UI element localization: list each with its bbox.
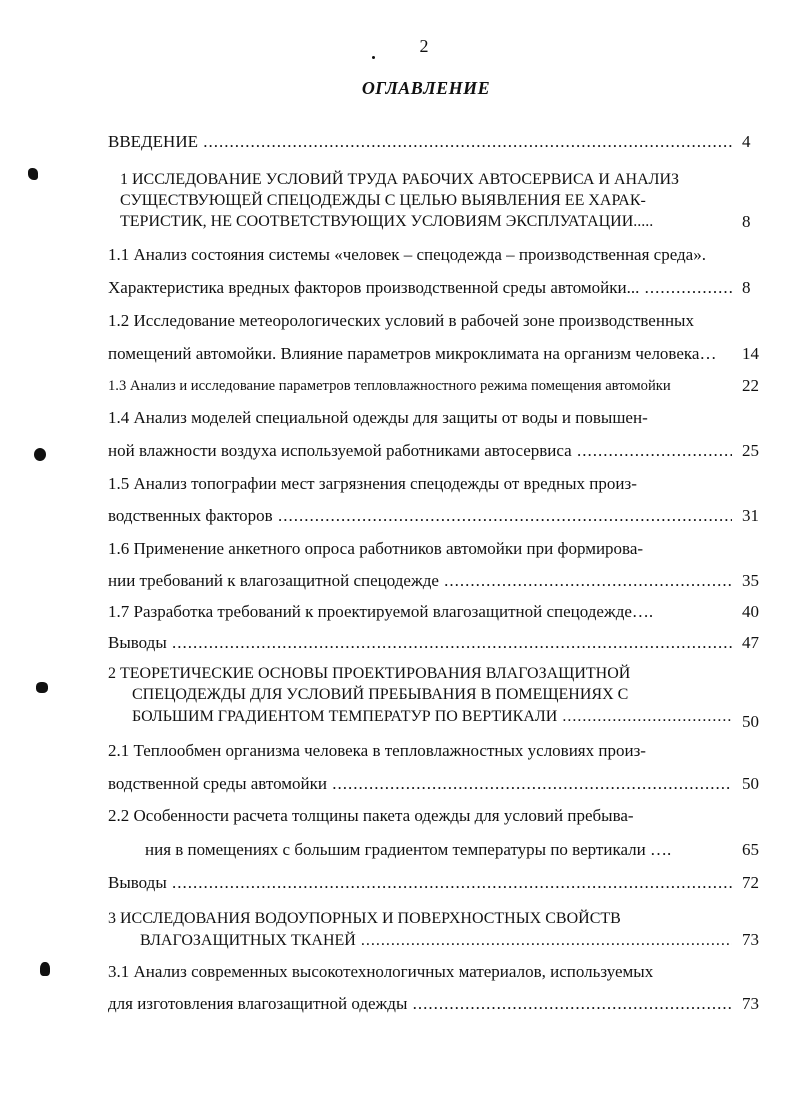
toc-s1-6-page: 35 bbox=[742, 571, 759, 590]
toc-ch2-page: 50 bbox=[742, 712, 759, 731]
toc-ch1-page: 8 bbox=[742, 212, 751, 231]
toc-s1-2-line1: 1.2 Исследование метеорологических условий в рабочей зоне производственных bbox=[108, 311, 694, 330]
scan-mark-1 bbox=[28, 168, 38, 180]
toc-s1-3-line1: 1.3 Анализ и исследование параметров тепловлажностного режима помещения автомойки bbox=[108, 378, 671, 394]
toc-s1-5-line1: 1.5 Анализ топографии мест загрязнения спецодежды от вредных произ- bbox=[108, 474, 637, 493]
toc-ch1-line2: СУЩЕСТВУЮЩЕЙ СПЕЦОДЕЖДЫ С ЦЕЛЬЮ ВЫЯВЛЕНИЯ ЕЕ ХАРАК- bbox=[120, 192, 646, 209]
toc-s3-1-page: 73 bbox=[742, 994, 759, 1013]
toc-s1-1-line2: Характеристика вредных факторов производственной среды автомойки... ..... bbox=[108, 278, 732, 298]
page-number: 2 bbox=[419, 36, 429, 56]
toc-s1-7-line1: 1.7 Разработка требований к проектируемой влагозащитной спецодежде…. bbox=[108, 602, 654, 621]
toc-s1-2-page: 14 bbox=[742, 344, 759, 363]
toc-s1-7-page: 40 bbox=[742, 602, 759, 621]
toc-ch2-line3: БОЛЬШИМ ГРАДИЕНТОМ ТЕМПЕРАТУР ПО ВЕРТИКАЛИ ..... bbox=[132, 707, 732, 727]
toc-s2-1-line1: 2.1 Теплообмен организма человека в тепловлажностных условиях произ- bbox=[108, 741, 646, 760]
toc-ch1-line3: ТЕРИСТИК, НЕ СООТВЕТСТВУЮЩИХ УСЛОВИЯМ ЭКСПЛУАТАЦИИ..... bbox=[120, 213, 654, 230]
toc-conclusions-2-page: 72 bbox=[742, 873, 759, 892]
toc-s1-1-line1: 1.1 Анализ состояния системы «человек – спецодежда – производственная среда». bbox=[108, 245, 706, 264]
toc-ch3-line2: ВЛАГОЗАЩИТНЫХ ТКАНЕЙ ..... bbox=[140, 931, 732, 951]
scan-mark-2 bbox=[34, 448, 46, 461]
toc-s2-2-line2: ния в помещениях с большим градиентом температуры по вертикали …. bbox=[145, 840, 672, 859]
scan-speck bbox=[372, 56, 375, 59]
toc-conclusions-1-page: 47 bbox=[742, 633, 759, 652]
toc-conclusions-1-label: Выводы ..... bbox=[108, 633, 732, 653]
toc-s2-2-line1: 2.2 Особенности расчета толщины пакета одежды для условий пребыва- bbox=[108, 806, 634, 825]
toc-s1-3-page: 22 bbox=[742, 376, 759, 395]
toc-intro-page: 4 bbox=[742, 132, 751, 151]
toc-s1-5-page: 31 bbox=[742, 506, 759, 525]
toc-s1-2-line2: помещений автомойки. Влияние параметров микроклимата на организм человека… bbox=[108, 344, 717, 363]
toc-s3-1-line1: 3.1 Анализ современных высокотехнологичных материалов, используемых bbox=[108, 962, 654, 981]
toc-s1-4-line2: ной влажности воздуха используемой работниками автосервиса ..... bbox=[108, 441, 732, 461]
toc-s1-6-line2: нии требований к влагозащитной спецодежде ..... bbox=[108, 571, 732, 591]
toc-s1-5-line2: водственных факторов ..... bbox=[108, 506, 732, 526]
toc-s1-6-line1: 1.6 Применение анкетного опроса работников автомойки при формирова- bbox=[108, 539, 644, 558]
toc-s2-2-page: 65 bbox=[742, 840, 759, 859]
toc-s1-1-page: 8 bbox=[742, 278, 751, 297]
toc-ch1-line1: 1 ИССЛЕДОВАНИЕ УСЛОВИЙ ТРУДА РАБОЧИХ АВТОСЕРВИСА И АНАЛИЗ bbox=[120, 171, 680, 188]
scan-mark-4 bbox=[40, 962, 50, 976]
toc-s3-1-line2: для изготовления влагозащитной одежды ..... bbox=[108, 994, 732, 1014]
toc-ch3-line1: 3 ИССЛЕДОВАНИЯ ВОДОУПОРНЫХ И ПОВЕРХНОСТНЫХ СВОЙСТВ bbox=[108, 910, 621, 927]
toc-s2-1-page: 50 bbox=[742, 774, 759, 793]
toc-intro-label: ВВЕДЕНИЕ ..... bbox=[108, 132, 732, 152]
toc-s1-4-line1: 1.4 Анализ моделей специальной одежды для защиты от воды и повышен- bbox=[108, 408, 648, 427]
scan-mark-3 bbox=[36, 682, 48, 693]
toc-s2-1-line2: водственной среды автомойки ..... bbox=[108, 774, 732, 794]
toc-ch2-line2: СПЕЦОДЕЖДЫ ДЛЯ УСЛОВИЙ ПРЕБЫВАНИЯ В ПОМЕЩЕНИЯХ С bbox=[132, 686, 629, 703]
toc-ch2-line1: 2 ТЕОРЕТИЧЕСКИЕ ОСНОВЫ ПРОЕКТИРОВАНИЯ ВЛАГОЗАЩИТНОЙ bbox=[108, 665, 631, 682]
toc-conclusions-2-label: Выводы ..... bbox=[108, 873, 732, 893]
page-title: ОГЛАВЛЕНИЕ bbox=[361, 78, 491, 98]
toc-ch3-page: 73 bbox=[742, 930, 759, 949]
toc-s1-4-page: 25 bbox=[742, 441, 759, 460]
